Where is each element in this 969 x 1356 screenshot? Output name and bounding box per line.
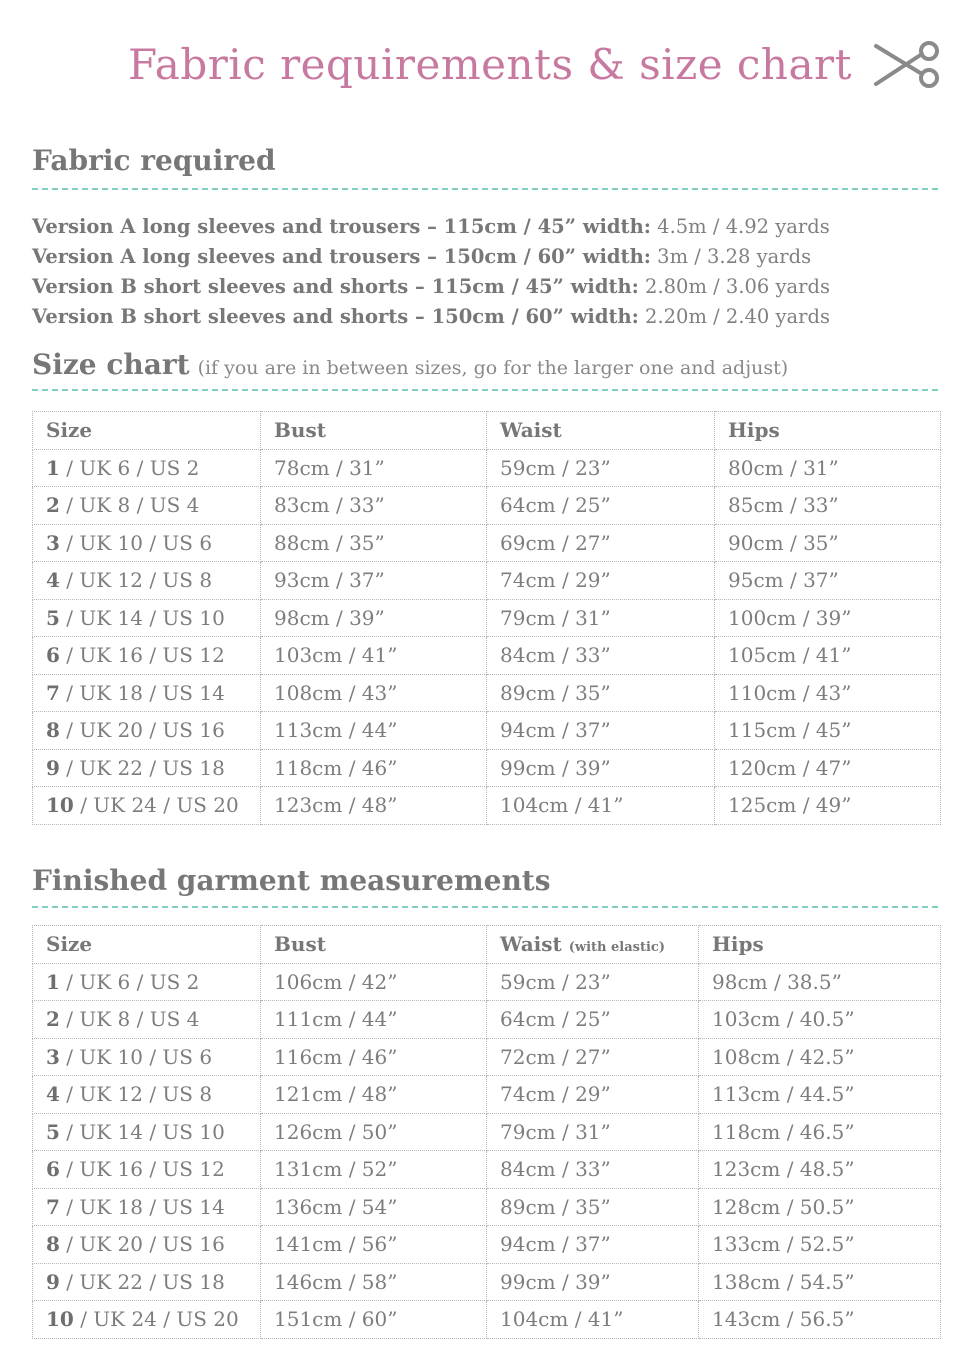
bust-cell: 108cm / 43” — [261, 674, 487, 712]
waist-cell: 99cm / 39” — [487, 749, 715, 787]
size-label: / UK 10 / US 6 — [59, 1044, 213, 1069]
size-label: / UK 8 / US 4 — [59, 493, 200, 518]
column-header: Bust — [261, 926, 487, 964]
bust-cell: 118cm / 46” — [261, 749, 487, 787]
scissors-icon — [872, 40, 940, 90]
hips-cell: 108cm / 42.5” — [699, 1038, 941, 1076]
waist-cell: 94cm / 37” — [487, 712, 715, 750]
waist-cell: 84cm / 33” — [487, 637, 715, 675]
waist-cell: 89cm / 35” — [487, 1188, 699, 1226]
table-row — [33, 963, 941, 1001]
waist-cell: 84cm / 33” — [487, 1151, 699, 1189]
bust-cell: 88cm / 35” — [261, 524, 487, 562]
bust-cell: 83cm / 33” — [261, 487, 487, 525]
waist-cell: 99cm / 39” — [487, 1263, 699, 1301]
table-row — [33, 1263, 941, 1301]
size-label: / UK 6 / US 2 — [59, 455, 200, 480]
fabric-line — [32, 242, 830, 272]
table-row — [33, 1151, 941, 1189]
bust-cell: 123cm / 48” — [261, 787, 487, 825]
size-label: / UK 12 / US 8 — [59, 1082, 213, 1107]
size-cell — [33, 1001, 261, 1039]
size-label: / UK 22 / US 18 — [59, 755, 225, 780]
divider — [32, 188, 938, 190]
divider — [32, 906, 938, 908]
bust-cell: 111cm / 44” — [261, 1001, 487, 1039]
size-number: 2 — [46, 1007, 60, 1032]
size-label: / UK 20 / US 16 — [59, 1232, 225, 1257]
hips-cell: 125cm / 49” — [715, 787, 941, 825]
table-row — [33, 1226, 941, 1264]
bust-cell: 116cm / 46” — [261, 1038, 487, 1076]
size-label: / UK 16 / US 12 — [59, 1157, 225, 1182]
waist-cell: 94cm / 37” — [487, 1226, 699, 1264]
table-row — [33, 787, 941, 825]
waist-cell: 59cm / 23” — [487, 449, 715, 487]
bust-cell: 78cm / 31” — [261, 449, 487, 487]
hips-cell: 118cm / 46.5” — [699, 1113, 941, 1151]
size-number: 8 — [46, 718, 60, 743]
waist-cell: 74cm / 29” — [487, 1076, 699, 1114]
size-cell — [33, 1113, 261, 1151]
page-title: Fabric requirements & size chart — [128, 40, 852, 89]
hips-cell: 110cm / 43” — [715, 674, 941, 712]
bust-cell: 103cm / 41” — [261, 637, 487, 675]
bust-cell: 131cm / 52” — [261, 1151, 487, 1189]
size-cell — [33, 674, 261, 712]
bust-cell: 98cm / 39” — [261, 599, 487, 637]
hips-cell: 100cm / 39” — [715, 599, 941, 637]
hips-cell: 98cm / 38.5” — [699, 963, 941, 1001]
waist-cell: 69cm / 27” — [487, 524, 715, 562]
table-row — [33, 637, 941, 675]
size-number: 4 — [46, 1082, 60, 1107]
column-header: Size — [33, 412, 261, 450]
fabric-list — [32, 212, 830, 332]
table-row — [33, 487, 941, 525]
bust-cell: 121cm / 48” — [261, 1076, 487, 1114]
size-label: / UK 14 / US 10 — [59, 1119, 225, 1144]
size-label: / UK 10 / US 6 — [59, 530, 213, 555]
column-header: Hips — [715, 412, 941, 450]
size-number: 8 — [46, 1232, 60, 1257]
fabric-line-value: 2.80m / 3.06 yards — [645, 275, 830, 298]
finished-heading: Finished garment measurements — [32, 864, 551, 897]
waist-cell: 59cm / 23” — [487, 963, 699, 1001]
size-cell — [33, 963, 261, 1001]
size-chart-note: (if you are in between sizes, go for the larger one and adjust) — [197, 357, 789, 379]
size-number: 6 — [46, 1157, 60, 1182]
waist-cell: 64cm / 25” — [487, 1001, 699, 1039]
size-chart-table — [32, 411, 941, 825]
size-label: / UK 6 / US 2 — [59, 969, 200, 994]
column-header: Hips — [699, 926, 941, 964]
size-cell — [33, 1151, 261, 1189]
waist-header-label: Waist — [500, 932, 562, 957]
table-header-row — [33, 926, 941, 964]
size-cell — [33, 1188, 261, 1226]
size-number: 7 — [46, 1194, 60, 1219]
fabric-line-value: 2.20m / 2.40 yards — [645, 305, 830, 328]
waist-cell: 104cm / 41” — [487, 787, 715, 825]
column-header: Bust — [261, 412, 487, 450]
fabric-line-label: Version B short sleeves and shorts – 150cm / 60” width: — [32, 305, 639, 328]
column-header — [487, 926, 699, 964]
waist-cell: 104cm / 41” — [487, 1301, 699, 1339]
hips-cell: 90cm / 35” — [715, 524, 941, 562]
size-cell — [33, 1263, 261, 1301]
fabric-line-label: Version B short sleeves and shorts – 115cm / 45” width: — [32, 275, 639, 298]
hips-cell: 105cm / 41” — [715, 637, 941, 675]
size-label: / UK 18 / US 14 — [59, 1194, 225, 1219]
hips-cell: 120cm / 47” — [715, 749, 941, 787]
size-label: / UK 12 / US 8 — [59, 568, 213, 593]
size-number: 5 — [46, 605, 60, 630]
finished-table — [32, 925, 941, 1339]
bust-cell: 106cm / 42” — [261, 963, 487, 1001]
hips-cell: 123cm / 48.5” — [699, 1151, 941, 1189]
fabric-line — [32, 212, 830, 242]
size-cell — [33, 449, 261, 487]
size-label: / UK 14 / US 10 — [59, 605, 225, 630]
fabric-line-value: 3m / 3.28 yards — [657, 245, 812, 268]
table-row — [33, 1113, 941, 1151]
bust-cell: 151cm / 60” — [261, 1301, 487, 1339]
table-row — [33, 1188, 941, 1226]
table-row — [33, 524, 941, 562]
size-number: 5 — [46, 1119, 60, 1144]
hips-cell: 133cm / 52.5” — [699, 1226, 941, 1264]
fabric-line — [32, 272, 830, 302]
size-number: 2 — [46, 493, 60, 518]
size-number: 1 — [46, 455, 60, 480]
hips-cell: 103cm / 40.5” — [699, 1001, 941, 1039]
column-header: Waist — [487, 412, 715, 450]
size-number: 4 — [46, 568, 60, 593]
size-number: 7 — [46, 680, 60, 705]
hips-cell: 113cm / 44.5” — [699, 1076, 941, 1114]
size-chart-title: Size chart — [32, 348, 190, 381]
fabric-line-label: Version A long sleeves and trousers – 115cm / 45” width: — [32, 215, 651, 238]
size-number: 10 — [46, 793, 74, 818]
size-cell — [33, 1226, 261, 1264]
size-number: 1 — [46, 969, 60, 994]
waist-cell: 79cm / 31” — [487, 599, 715, 637]
hips-cell: 115cm / 45” — [715, 712, 941, 750]
divider — [32, 389, 938, 391]
hips-cell: 85cm / 33” — [715, 487, 941, 525]
fabric-line-label: Version A long sleeves and trousers – 150cm / 60” width: — [32, 245, 651, 268]
size-label: / UK 24 / US 20 — [73, 1307, 239, 1332]
waist-cell: 74cm / 29” — [487, 562, 715, 600]
bust-cell: 141cm / 56” — [261, 1226, 487, 1264]
waist-header-note: (with elastic) — [568, 940, 665, 956]
hips-cell: 128cm / 50.5” — [699, 1188, 941, 1226]
size-number: 6 — [46, 643, 60, 668]
hips-cell: 95cm / 37” — [715, 562, 941, 600]
size-number: 3 — [46, 1044, 60, 1069]
size-cell — [33, 749, 261, 787]
table-row — [33, 562, 941, 600]
size-label: / UK 18 / US 14 — [59, 680, 225, 705]
size-cell — [33, 637, 261, 675]
hips-cell: 138cm / 54.5” — [699, 1263, 941, 1301]
size-number: 10 — [46, 1307, 74, 1332]
size-cell — [33, 1038, 261, 1076]
size-cell — [33, 1301, 261, 1339]
fabric-line — [32, 302, 830, 332]
size-cell — [33, 712, 261, 750]
bust-cell: 146cm / 58” — [261, 1263, 487, 1301]
fabric-line-value: 4.5m / 4.92 yards — [657, 215, 830, 238]
table-header-row — [33, 412, 941, 450]
bust-cell: 136cm / 54” — [261, 1188, 487, 1226]
column-header: Size — [33, 926, 261, 964]
table-row — [33, 449, 941, 487]
table-row — [33, 749, 941, 787]
size-cell — [33, 487, 261, 525]
hips-cell: 80cm / 31” — [715, 449, 941, 487]
waist-cell: 64cm / 25” — [487, 487, 715, 525]
bust-cell: 126cm / 50” — [261, 1113, 487, 1151]
table-row — [33, 599, 941, 637]
table-row — [33, 1038, 941, 1076]
size-chart-heading — [32, 348, 788, 381]
size-cell — [33, 1076, 261, 1114]
waist-cell: 79cm / 31” — [487, 1113, 699, 1151]
size-number: 9 — [46, 1269, 60, 1294]
table-row — [33, 712, 941, 750]
size-label: / UK 20 / US 16 — [59, 718, 225, 743]
size-cell — [33, 524, 261, 562]
size-label: / UK 8 / US 4 — [59, 1007, 200, 1032]
size-label: / UK 24 / US 20 — [73, 793, 239, 818]
waist-cell: 72cm / 27” — [487, 1038, 699, 1076]
size-cell — [33, 562, 261, 600]
fabric-heading: Fabric required — [32, 144, 276, 177]
size-number: 3 — [46, 530, 60, 555]
size-cell — [33, 787, 261, 825]
size-label: / UK 16 / US 12 — [59, 643, 225, 668]
size-cell — [33, 599, 261, 637]
hips-cell: 143cm / 56.5” — [699, 1301, 941, 1339]
bust-cell: 93cm / 37” — [261, 562, 487, 600]
table-row — [33, 1301, 941, 1339]
size-number: 9 — [46, 755, 60, 780]
waist-cell: 89cm / 35” — [487, 674, 715, 712]
table-row — [33, 674, 941, 712]
bust-cell: 113cm / 44” — [261, 712, 487, 750]
size-label: / UK 22 / US 18 — [59, 1269, 225, 1294]
table-row — [33, 1001, 941, 1039]
table-row — [33, 1076, 941, 1114]
